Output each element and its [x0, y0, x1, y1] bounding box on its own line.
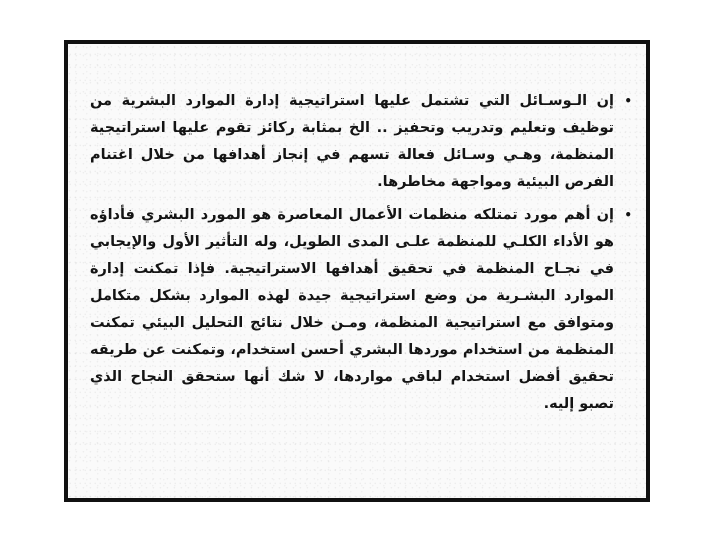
bullet-paragraph-1: [90, 88, 632, 196]
slide-content: [90, 88, 632, 424]
bullet-icon: •: [624, 94, 632, 108]
paragraph-text-2: إن أهم مورد تمتلكه منظمات الأعمال المعاصرة هو المورد البشري فأداؤه هو الأداء الكلـي للمنظمة علـى المدى الطويل، وله التأثير الأول والإيجابي في نجـاح المنظمة في تحقيق أهدافها الاستراتيجية. فإذا تمكنت إدارة الموارد البشـرية من وضع استراتيجية جيدة لهذه الموارد بشكل متكامل ومتوافق مع استراتيجية المنظمة، ومـن خلال نتائج التحليل البيئي تمكنت المنظمة من استخدام موردها البشري أحسن استخدام، وتمكنت عن طريقه تحقيق أفضل استخدام لباقي مواردها، لا شك أنها ستحقق النجاح الذي تصبو إليه.: [90, 207, 614, 412]
bullet-icon: •: [624, 208, 632, 222]
bullet-paragraph-2: [90, 202, 632, 418]
paragraph-text-1: إن الـوسـائل التي تشتمل عليها استراتيجية إدارة الموارد البشرية من توظيف وتعليم وتدريب وتحفيز .. الخ بمثابة ركائز تقوم عليها استراتيجية المنظمة، وهـي وسـائل فعالة تسهم في إنجاز أهدافها من خلال اغتنام الفرص البيئية ومواجهة مخاطرها.: [90, 93, 614, 190]
slide-frame: [64, 40, 650, 502]
